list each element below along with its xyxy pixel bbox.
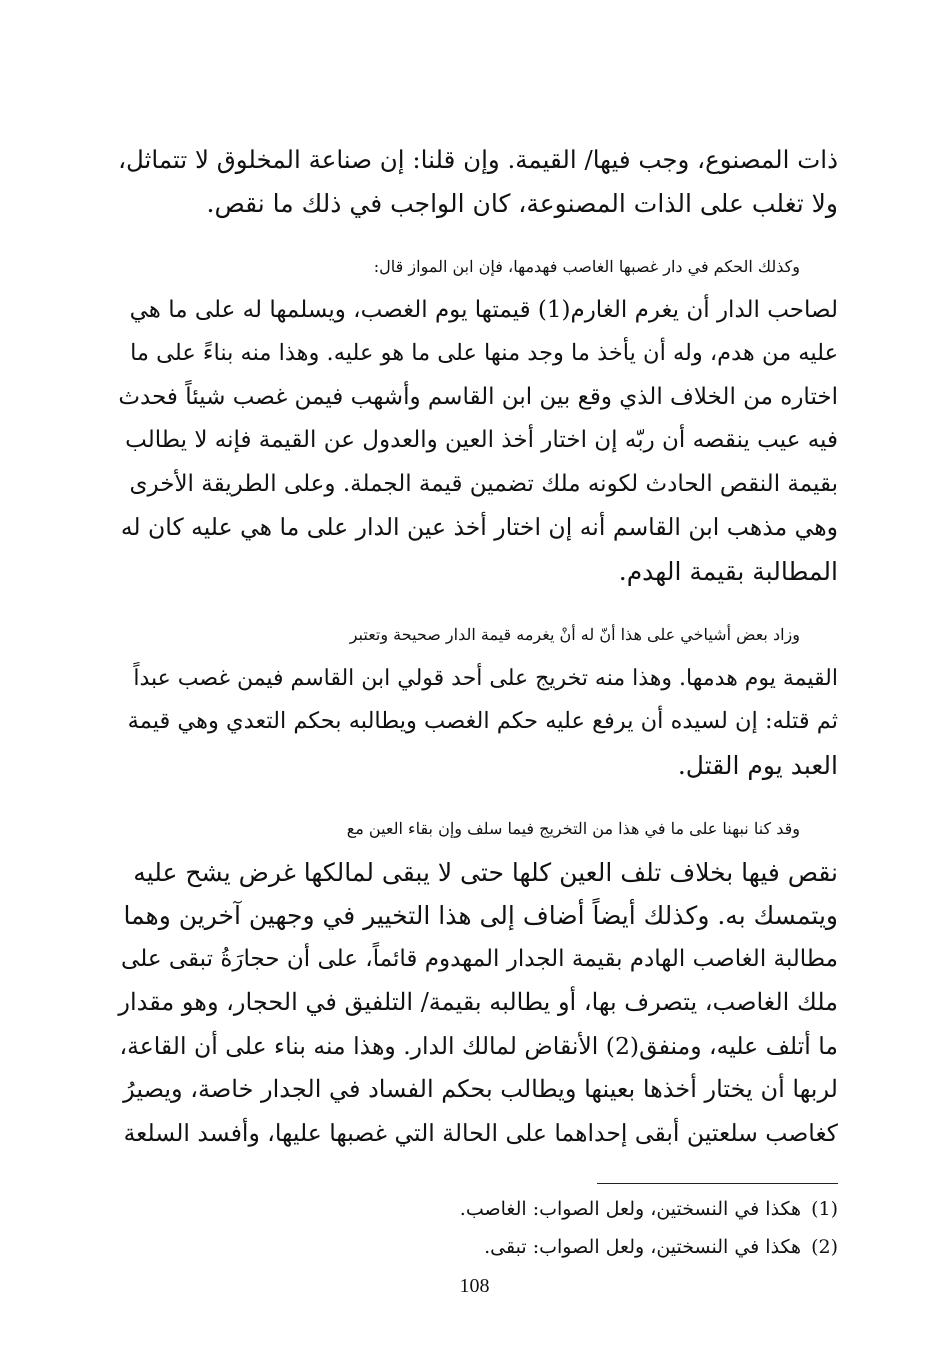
text-line: القيمة يوم هدمها. وهذا منه تخريج على أحد قولي ابن القاسم فيمن غصب عبداً [133,665,838,691]
text-line: وكذلك الحكم في دار غصبها الغاصب فهدمها، فإن ابن المواز قال: [373,257,800,276]
text-line: وزاد بعض أشياخي على هذا أنّ له أنْ يغرمه قيمة الدار صحيحة وتعتبر [349,625,800,644]
text-line: وقد كنا نبهنا على ما في هذا من التخريج فيما سلف وإن بقاء العين مع [346,819,800,838]
text-line: ويتمسك به. وكذلك أيضاً أضاف إلى هذا التخيير في وجهين آخرين وهما [123,901,838,930]
paragraph-2 [118,245,838,593]
text-line: ما أتلف عليه، ومنفق(2) الأنقاض لمالك الدار. وهذا منه بناء على أن القاعة، [119,1031,838,1060]
footnote-separator [597,1183,838,1184]
text-line: بقيمة النقص الحادث لكونه ملك تضمين قيمة الجملة. وعلى الطريقة الأخرى [129,470,838,497]
footnote-1 [400,1190,838,1228]
page-number: 108 [459,1275,490,1297]
text-line: فيه عيب ينقصه أن ربّه إن اختار أخذ العين والعدول عن القيمة فإنه لا يطالب [125,427,838,453]
text-line: العبد يوم القتل. [677,750,838,780]
text-line: المطالبة بقيمة الهدم. [618,556,838,586]
text-line: ولا تغلب على الذات المصنوعة، كان الواجب في ذلك ما نقص. [206,188,838,218]
paragraph-1 [118,138,838,225]
footnote-text: هكذا في النسختين، ولعل الصواب: تبقى. [484,1236,802,1258]
footnote-2 [400,1228,838,1266]
footnotes [400,1190,838,1266]
footnote-number: (1) [811,1198,838,1220]
paragraph-3 [118,613,838,787]
text-line: كغاصب سلعتين أبقى إحداهما على الحالة التي غصبها عليها، وأفسد السلعة [123,1118,838,1147]
text-line: لربها أن يختار أخذها بعينها ويطالب بحكم الفساد في الجدار خاصة، ويصيرُ [123,1075,838,1103]
text-line: عليه من هدم، وله أن يأخذ ما وجد منها على ما هو عليه. وهذا منه بناءً على ما [130,340,838,366]
text-line: ثم قتله: إن لسيده أن يرفع عليه حكم الغصب ويطالبه بحكم التعدي وهي قيمة [127,708,838,734]
footnote-text: هكذا في النسختين، ولعل الصواب: الغاصب. [459,1198,802,1220]
text-line: نقص فيها بخلاف تلف العين كلها حتى لا يبقى لمالكها غرض يشح عليه [133,857,838,887]
footnote-number: (2) [811,1236,838,1258]
text-line: مطالبة الغاصب الهادم بقيمة الجدار المهدوم قائماً، على أن حجارَةُ تبقى على [121,945,838,972]
text-line: ذات المصنوع، وجب فيها/ القيمة. وإن قلنا: إن صناعة المخلوق لا تتماثل، [118,145,838,174]
text-line: ملك الغاصب، يتصرف بها، أو يطالبه بقيمة/ التلفيق في الحجار، وهو مقدار [118,988,838,1016]
text-line: لصاحب الدار أن يغرم الغارم(1) قيمتها يوم الغصب، ويسلمها له على ما هي [129,296,838,323]
text-line: اختاره من الخلاف الذي وقع بين ابن القاسم وأشهب فيمن غصب شيئاً فحدث [118,383,838,410]
text-line: وهي مذهب ابن القاسم أنه إن اختار أخذ عين الدار على ما هي عليه كان له [120,513,838,541]
paragraph-4 [118,807,838,1155]
